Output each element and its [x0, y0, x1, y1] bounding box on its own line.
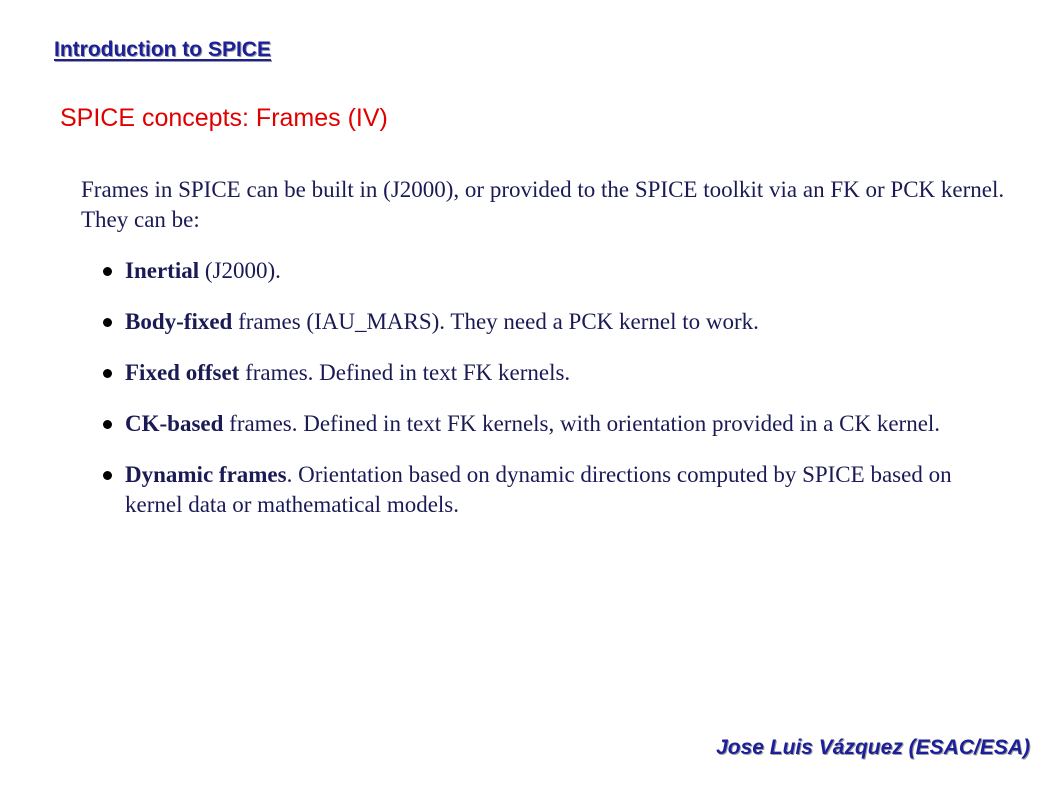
bullet-term: Body-fixed — [125, 309, 233, 334]
list-item-body-fixed — [81, 307, 1011, 337]
bullet-term: Dynamic frames — [125, 462, 287, 487]
footer-author: Jose Luis Vázquez (ESAC/ESA) — [716, 736, 1030, 759]
list-item-fixed-offset — [81, 358, 1011, 388]
intro-paragraph: Frames in SPICE can be built in (J2000), or provided to the SPICE toolkit via an FK or PCK kernel. They can be: — [81, 177, 1005, 232]
slide-title: SPICE concepts: Frames (IV) — [60, 104, 388, 132]
bullet-icon — [103, 420, 112, 429]
bullet-text: . Orientation based on dynamic directions computed by SPICE based on kernel data or mathematical models. — [125, 462, 952, 517]
list-item-dynamic — [81, 460, 1011, 520]
list-item-ck-based — [81, 409, 1011, 439]
list-item-inertial — [81, 256, 1011, 286]
bullet-list — [81, 256, 1011, 520]
bullet-term: Fixed offset — [125, 360, 240, 385]
bullet-icon — [103, 471, 112, 480]
header-title: Introduction to SPICE — [54, 38, 271, 61]
slide-body — [81, 175, 1011, 541]
bullet-icon — [103, 267, 112, 276]
bullet-icon — [103, 369, 112, 378]
bullet-term: Inertial — [125, 258, 200, 283]
bullet-text: (J2000). — [199, 258, 281, 283]
bullet-text: frames. Defined in text FK kernels, with orientation provided in a CK kernel. — [223, 411, 941, 436]
bullet-text: frames (IAU_MARS). They need a PCK kernel to work. — [232, 309, 759, 334]
bullet-text: frames. Defined in text FK kernels. — [239, 360, 571, 385]
bullet-icon — [103, 318, 112, 327]
bullet-term: CK-based — [125, 411, 224, 436]
